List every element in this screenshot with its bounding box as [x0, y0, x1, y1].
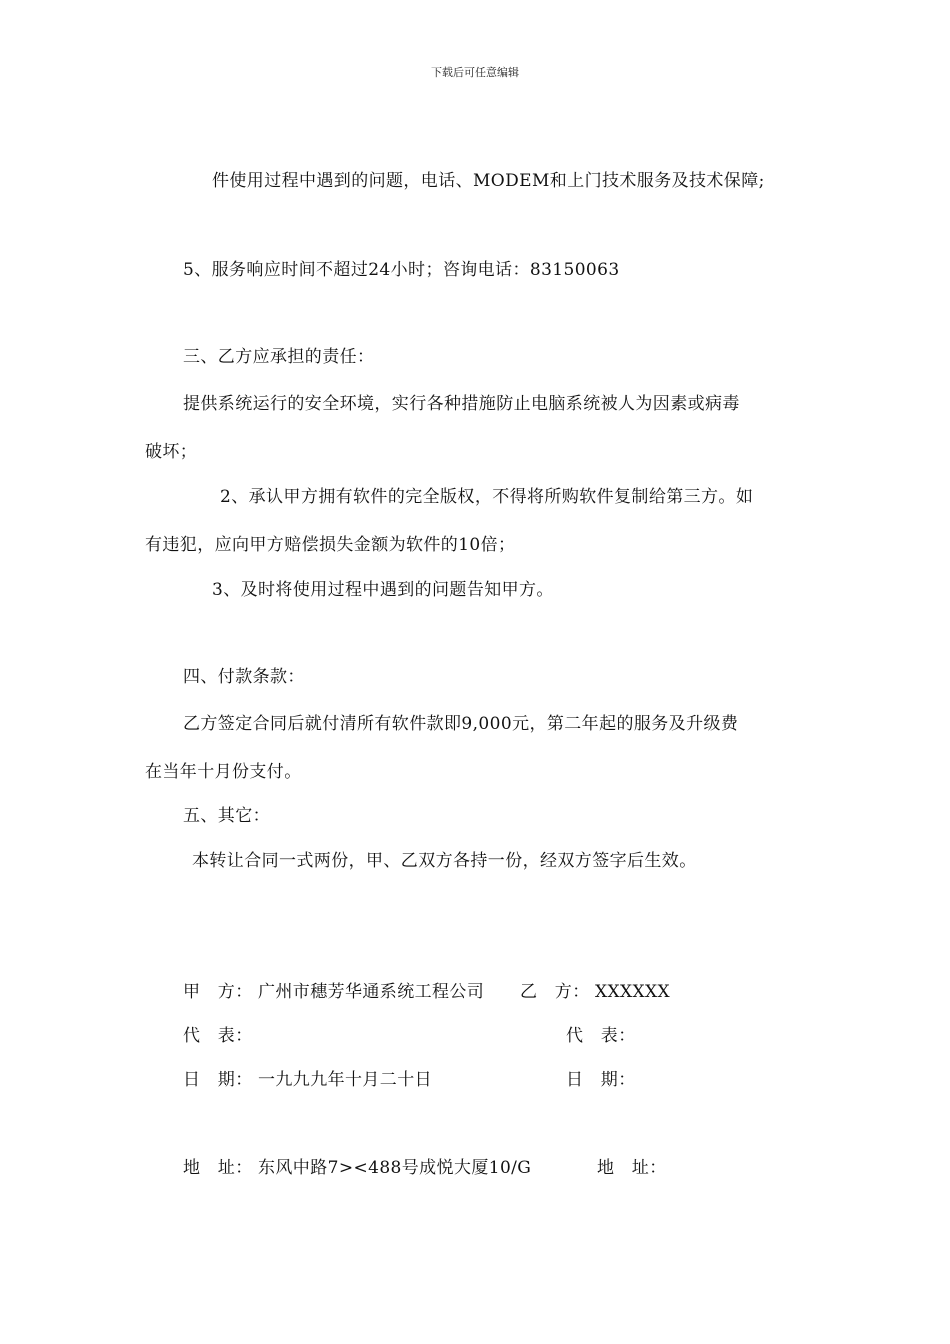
signature-row-representatives — [0, 1025, 950, 1047]
signature-row-parties — [0, 981, 950, 1003]
party-a-value: 广州市穗芳华通系统工程公司 — [258, 982, 485, 1002]
date-b-label: 日 期： — [566, 1070, 636, 1090]
section-3-item-1-line-b: 破坏； — [145, 442, 198, 462]
party-b-label: 乙 方： — [520, 982, 590, 1002]
rep-a-label: 代 表： — [183, 1026, 253, 1046]
date-a-label: 日 期： — [183, 1070, 253, 1090]
party-a-label: 甲 方： — [183, 982, 253, 1002]
party-b-value: XXXXXX — [595, 982, 671, 1002]
section-4-title: 四、付款条款： — [183, 667, 305, 687]
service-response-line: 5、服务响应时间不超过24小时；咨询电话：83150063 — [183, 260, 620, 280]
section-5-text: 本转让合同一式两份，甲、乙双方各持一份，经双方签字后生效。 — [192, 851, 697, 871]
section-3-item-2-line-b: 有违犯，应向甲方赔偿损失金额为软件的10倍； — [145, 535, 516, 555]
rep-b-label: 代 表： — [566, 1026, 636, 1046]
addr-a-value: 东风中路7><488号成悦大厦10/G — [258, 1158, 532, 1178]
continuation-line: 件使用过程中遇到的问题，电话、MODEM和上门技术服务及技术保障; — [212, 171, 765, 191]
signature-row-dates — [0, 1069, 950, 1091]
addr-a-label: 地 址： — [183, 1158, 253, 1178]
addr-b-label: 地 址： — [597, 1158, 667, 1178]
section-3-title: 三、乙方应承担的责任： — [183, 347, 375, 367]
section-3-item-1-line-a: 提供系统运行的安全环境，实行各种措施防止电脑系统被人为因素或病毒 — [183, 394, 740, 414]
section-4-text-line-a: 乙方签定合同后就付清所有软件款即9,000元，第二年起的服务及升级费 — [183, 714, 739, 734]
date-a-value: 一九九九年十月二十日 — [258, 1070, 432, 1090]
signature-row-addresses — [0, 1157, 950, 1179]
section-3-item-3: 3、及时将使用过程中遇到的问题告知甲方。 — [212, 580, 554, 600]
section-4-text-line-b: 在当年十月份支付。 — [145, 762, 302, 782]
section-3-item-2-line-a: 2、承认甲方拥有软件的完全版权，不得将所购软件复制给第三方。如 — [220, 487, 754, 507]
section-5-title: 五、其它： — [183, 806, 270, 826]
page-header-note: 下载后可任意编辑 — [431, 66, 519, 79]
